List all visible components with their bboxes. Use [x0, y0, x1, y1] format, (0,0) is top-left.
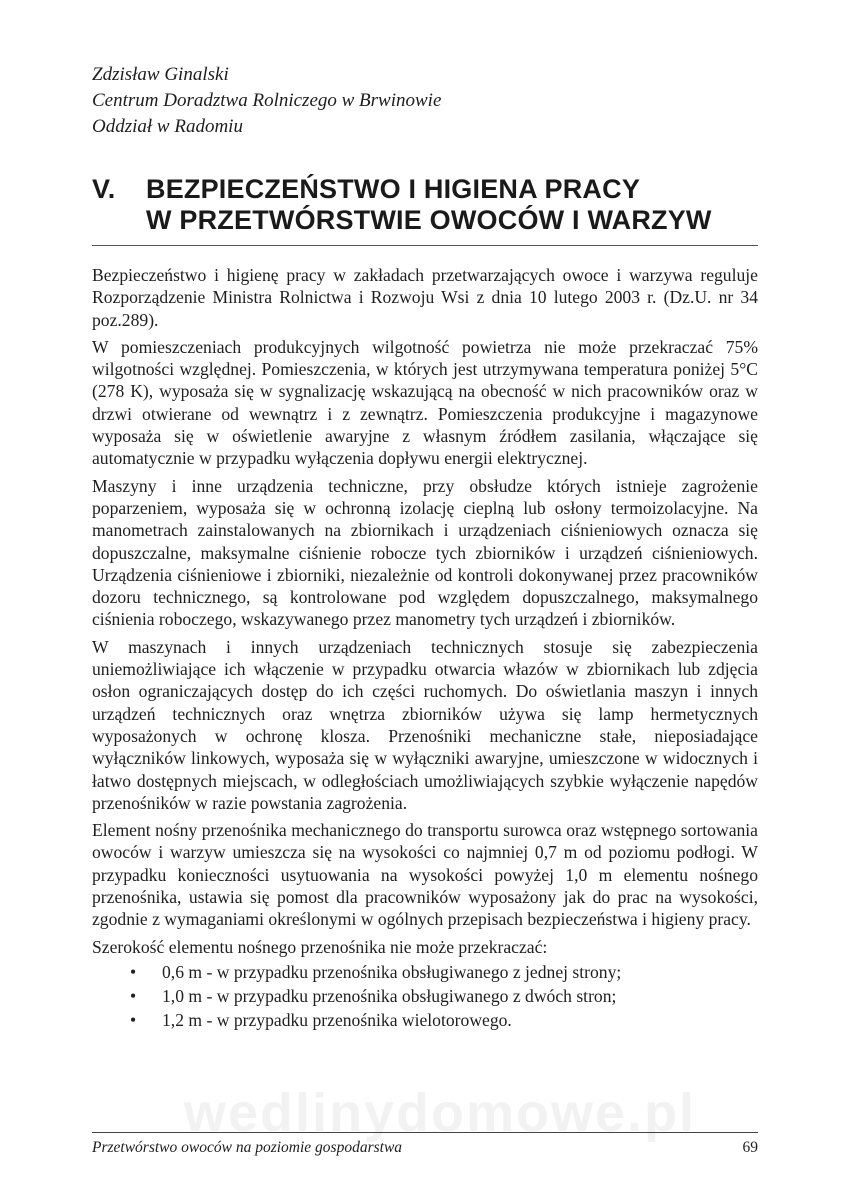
paragraph: Maszyny i inne urządzenia techniczne, przy obsłudze których istnieje zagrożenie poparzeniem, wyposaża się w ochronną izolację cieplną lub osłony termoizolacyjne. Na manometrach zainstalowanych na zbiornikach i urządzeniach ciśnieniowych oznacza się dopuszczalne, maksymalne ciśnienie robocze tych zbiorników i urządzeń ciśnieniowych. Urządzenia ciśnieniowe i zbiorniki, niezależnie od kontroli dokonywanej przez pracowników dozoru technicznego, są kontrolowane pod względem dopuszczalnego, maksymalnego ciśnienia roboczego, wskazywanego przez manometry tych urządzeń i zbiorników. — [92, 475, 758, 630]
paragraph: W maszynach i innych urządzeniach technicznych stosuje się zabezpieczenia uniemożliwiające ich włączenie w przypadku otwarcia włazów w zbiornikach lub zdjęcia osłon ograniczających dostęp do ich części ruchomych. Do oświetlania maszyn i innych urządzeń technicznych oraz wnętrza zbiorników używa się lamp hermetycznych wyposażonych w ochronę klosza. Przenośniki mechaniczne stałe, nieposiadające wyłączników linkowych, wyposaża się w wyłączniki awaryjne, umieszczone w widocznych i łatwo dostępnych miejscach, w odległościach umożliwiających szybkie wyłączenie napędów przenośników w razie powstania zagrożenia. — [92, 636, 758, 813]
bullet-list — [92, 960, 758, 1032]
list-item-text: 0,6 m - w przypadku przenośnika obsługiwanego z jednej strony; — [162, 961, 622, 982]
chapter-title-line-2: W PRZETWÓRSTWIE OWOCÓW I WARZYW — [146, 205, 712, 235]
bullet-icon: • — [130, 1009, 137, 1030]
list-item — [92, 984, 758, 1008]
paragraph: Bezpieczeństwo i higienę pracy w zakładach przetwarzających owoce i warzywa reguluje Rozporządzenie Ministra Rolnictwa i Rozwoju Wsi z dnia 10 lutego 2003 r. (Dz.U. nr 34 poz.289). — [92, 265, 758, 330]
heading-divider — [92, 245, 758, 246]
list-item-text: 1,0 m - w przypadku przenośnika obsługiwanego z dwóch stron; — [162, 985, 617, 1006]
list-item — [92, 960, 758, 984]
author-branch: Oddział w Radomiu — [92, 116, 243, 137]
author-institution: Centrum Doradztwa Rolniczego w Brwinowie — [92, 90, 442, 111]
bullet-icon: • — [130, 985, 137, 1006]
paragraph: W pomieszczeniach produkcyjnych wilgotność powietrza nie może przekraczać 75% wilgotności względnej. Pomieszczenia, w których jest utrzymywana temperatura poniżej 5°C (278 K), wyposaża się w sygnalizację wskazującą na obecność w nich pracowników oraz w drzwi otwierane od wewnątrz i z zewnątrz. Pomieszczenia produkcyjne i magazynowe wyposaża się w oświetlenie awaryjne z własnym źródłem zasilania, włączające się automatycznie w przypadku wyłączenia dopływu energii elektrycznej. — [92, 336, 758, 469]
chapter-number: V. — [92, 174, 116, 204]
footer-title: Przetwórstwo owoców na poziomie gospodarstwa — [92, 1139, 403, 1156]
bullet-icon: • — [130, 961, 137, 982]
footer-divider — [92, 1132, 758, 1133]
page-number: 69 — [742, 1139, 758, 1156]
chapter-title-line-1: BEZPIECZEŃSTWO I HIGIENA PRACY — [146, 174, 641, 204]
list-item — [92, 1008, 758, 1032]
author-name: Zdzisław Ginalski — [92, 64, 229, 85]
paragraph: Szerokość elementu nośnego przenośnika nie może przekraczać: — [92, 936, 548, 957]
watermark: wedlinydomowe.pl — [183, 1083, 697, 1143]
body-text — [92, 264, 758, 1032]
list-item-text: 1,2 m - w przypadku przenośnika wielotorowego. — [162, 1009, 512, 1030]
author-block — [92, 62, 772, 140]
paragraph: Element nośny przenośnika mechanicznego do transportu surowca oraz wstępnego sortowania owoców i warzyw umieszcza się na wysokości co najmniej 0,7 m od poziomu podłogi. W przypadku konieczności usytuowania na wysokości powyżej 1,0 m elementu nośnego przenośnika, ustawia się pomost dla pracowników wyposażony jak do prac na wysokości, zgodnie z wymaganiami określonymi w ogólnych przepisach bezpieczeństwa i higieny pracy. — [92, 820, 758, 930]
